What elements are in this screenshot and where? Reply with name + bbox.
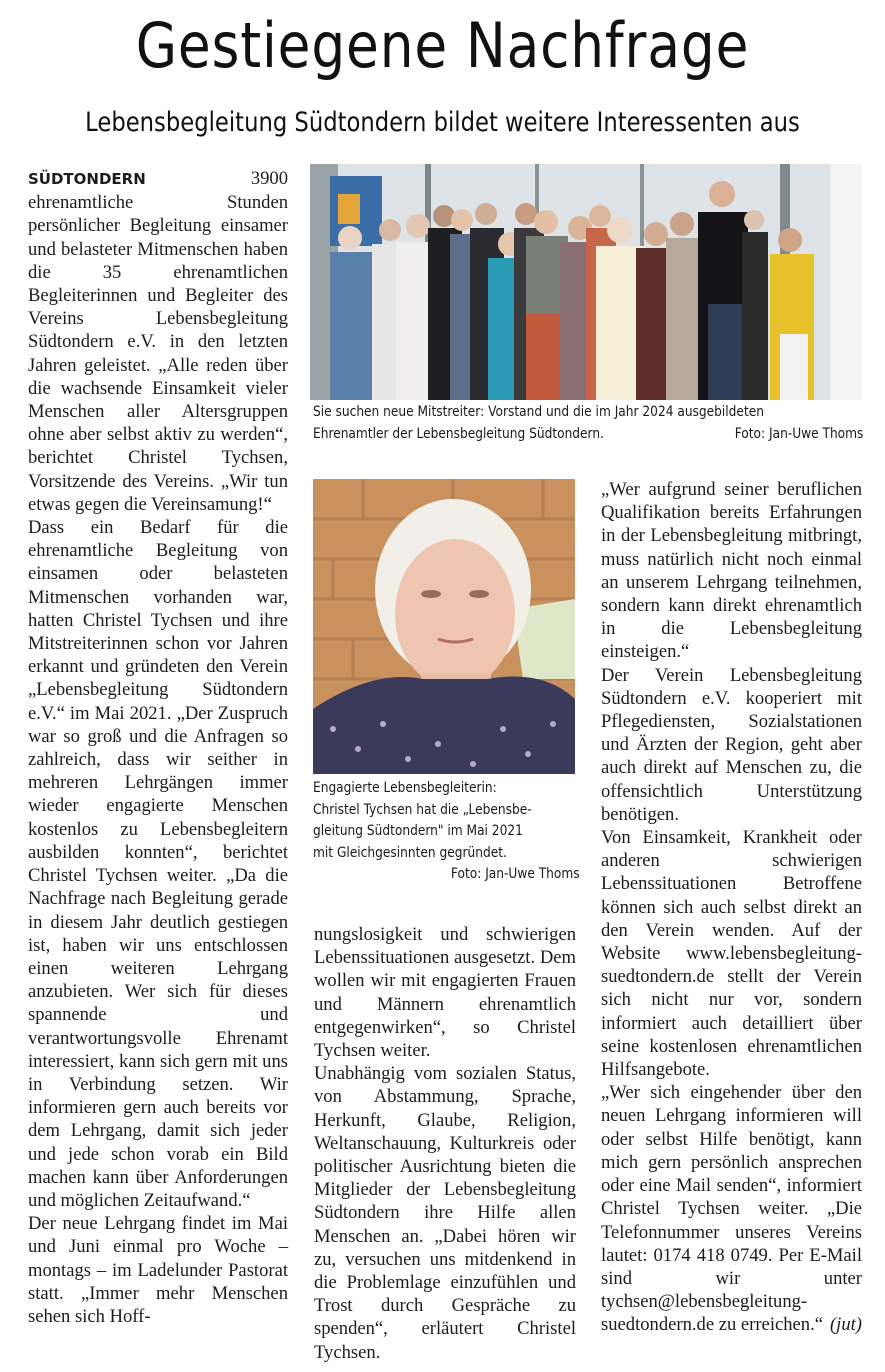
portrait-caption-line: Engagierte Lebensbegleiterin: [313,780,497,796]
paragraph [28,167,288,516]
portrait-photo-credit: Foto: Jan-Uwe Thoms [450,866,580,882]
subheadline: Lebensbegleitung Südtondern bildet weitere Interessenten aus [85,107,800,138]
paragraph: Der neue Lehrgang findet im Mai und Juni einmal pro Woche – montags – im Ladelunder Pastorat statt. „Immer mehr Menschen sehen sich Hoff- [28,1213,288,1327]
paragraph: „Wer aufgrund seiner beruflichen Qualifikation bereits Erfahrungen in der Lebensbegleitung mitbringt, muss natürlich nicht noch einmal an unserem Lehrgang teilnehmen, sondern kann direkt ehrenamtlich in die Lebensbegleitung einsteigen.“ [601,479,862,663]
portrait-caption-line: Christel Tychsen hat die „Lebensbe- [313,801,532,818]
portrait-caption-line: mit Gleichgesinnten gegründet. [313,844,507,861]
author-byline: (jut) [829,1314,862,1336]
portrait-caption-line: gleitung Südtondern" im Mai 2021 [313,823,523,839]
paragraph: Dass ein Bedarf für die ehrenamtliche Begleitung von einsamen oder belasteten Mitmenschen vorhanden war, hatten Christel Tychsen und ihre Mitstreiterinnen schon vor Jahren erkannt und gründeten den Verein „Lebensbegleitung Südtondern e.V.“ im Mai 2021. „Der Zuspruch war so groß und die Anfragen so zahlreich, dass wir seither in mehreren Lehrgängen immer wieder engagierte Menschen kostenlos zu Lebensbegleitern ausbilden konnten“, berichtet Christel Tychsen weiter. „Da die Nachfrage nach Begleitung gerade in diesem Jahr deutlich gestiegen ist, haben wir uns entschlossen einen weiteren Lehrgang anzubieten. Wer sich für dieses spannende und verantwortungsvolle Ehrenamt interessiert, kann sich gern mit uns in Verbindung setzen. Wir informieren gern auch bereits vor dem Lehrgang, damit sich jeder und jede schon vorab ein Bild machen kann über Anforderungen und möglichen Zeitaufwand.“ [28,517,288,1211]
paragraph: Unabhängig vom sozialen Status, von Abstammung, Sprache, Herkunft, Glaube, Religion, Weltanschauung, Kulturkreis oder politischer Ausrichtung bieten die Mitglieder der Lebensbegleitung Südtondern ihre Hilfe allen Menschen an. „Dabei hören wir zu, versuchen uns mitdenkend in die Problemlage einzufühlen und Trost durch Gespräche zu spenden“, erläutert Christel Tychsen. [314,1063,576,1363]
paragraph-text: „Wer sich eingehender über den neuen Lehrgang informieren will oder selbst Hilfe benötigt, kann mich gern persönlich ansprechen oder eine Mail senden“, informiert Christel Tychsen weiter. „Die Telefonnummer unseres Vereins lautet: 0174 418 0749. Per E-Mail sind wir unter tychsen@lebensbegleitung-suedtondern.de zu erreichen.“ [601,1082,862,1336]
article-column-3 [601,478,862,1337]
article-column-1 [28,167,288,1328]
group-caption-line1: Sie suchen neue Mitstreiter: Vorstand und die im Jahr 2024 ausgebildeten [313,404,764,420]
group-photo-caption [313,402,863,445]
paragraph [601,1081,862,1336]
portrait-photo [313,479,575,774]
paragraph: Der Verein Lebensbegleitung Südtondern e.V. kooperiert mit Pflegediensten, Sozialstationen und Ärzten der Region, geht aber auch direkt auf Menschen zu, die offensichtlich Unterstützung benötigen. [601,664,862,825]
headline: Gestiegene Nachfrage [135,9,750,82]
group-photo-illustration [310,164,862,400]
group-photo-credit: Foto: Jan-Uwe Thoms [734,425,864,442]
portrait-photo-caption [313,778,580,886]
dateline: SÜDTONDERN [28,170,146,188]
paragraph: nungslosigkeit und schwierigen Lebenssituationen ausgesetzt. Dem wollen wir mit engagierten Frauen und Männern ehrenamtlich entgegenwirken“, so Christel Tychsen weiter. [314,924,576,1062]
group-caption-line2: Ehrenamtler der Lebensbegleitung Südtondern. [313,425,604,442]
paragraph: Von Einsamkeit, Krankheit oder anderen schwierigen Lebenssituationen Betroffene können sich auch selbst direkt an den Verein wenden. Auf der Website www.lebensbegleitung-suedtondern.de stellt der Verein sich nicht nur vor, sondern informiert auch detailliert über seine kostenlosen ehrenamtlichen Hilfsangebote. [601,827,862,1081]
paragraph-text: 3900 ehrenamtliche Stunden persönlicher Begleitung einsamer und belasteter Mitmenschen haben die 35 ehrenamtlichen Begleiterinnen und Begleiter des Vereins Lebensbegleitung Südtondern e.V. in den letzten Jahren geleistet. „Alle reden über die wachsende Einsamkeit vieler Menschen aller Altersgruppen ohne aber selbst aktiv zu werden“, berichtet Christel Tychsen, Vorsitzende des Vereins. „Wir tun etwas gegen die Vereinsamung!“ [28,168,288,515]
portrait-photo-illustration [313,479,575,774]
article-column-2 [314,923,576,1364]
group-photo [310,164,862,400]
